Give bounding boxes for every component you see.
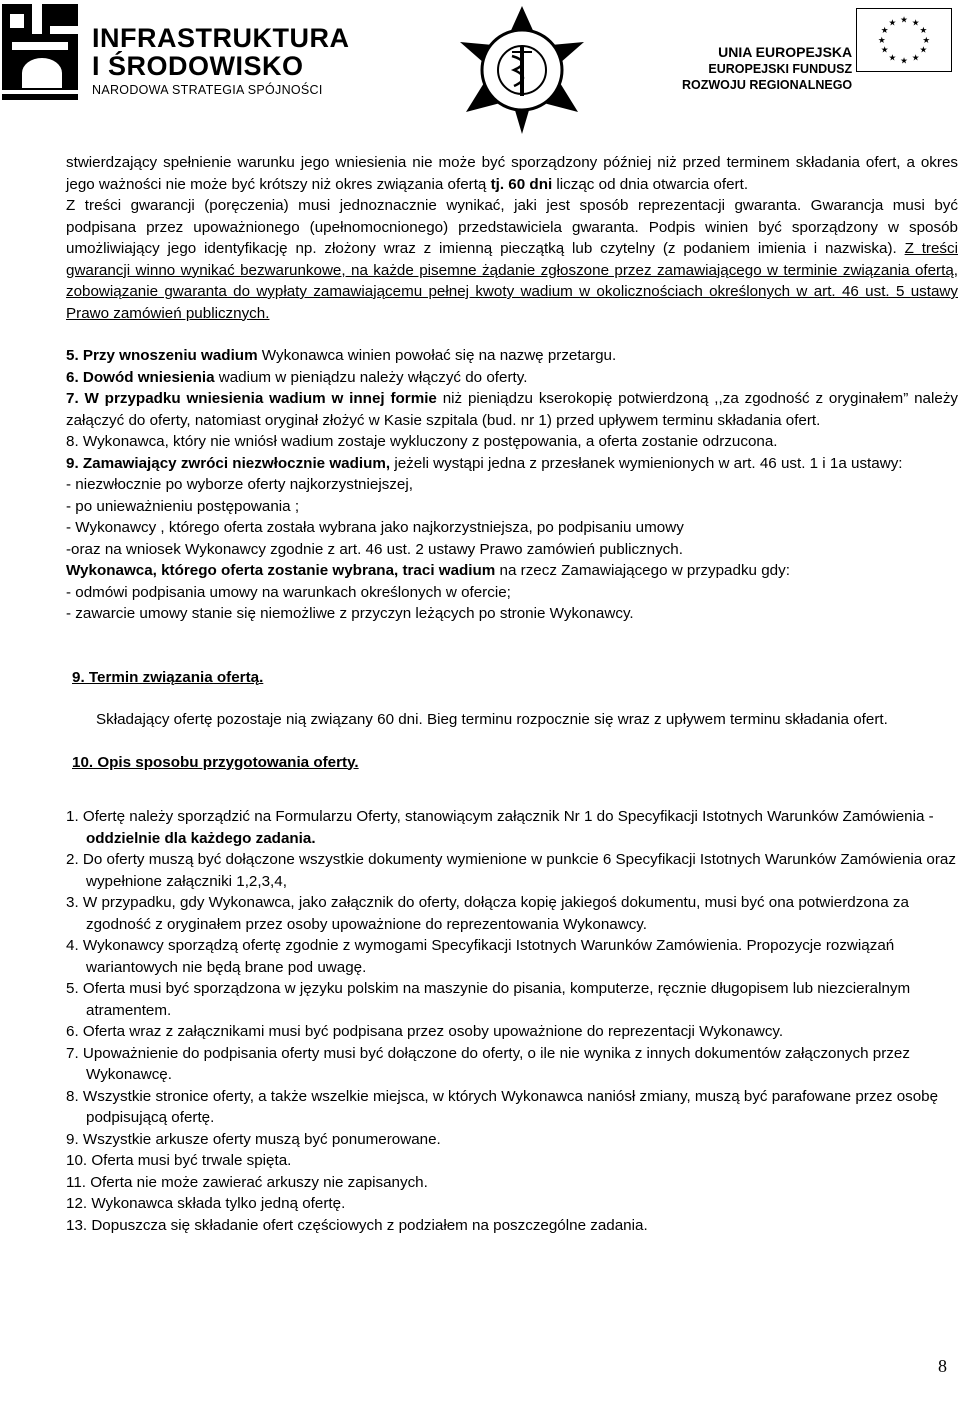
list-item: 4. Wykonawcy sporządzą ofertę zgodnie z wymogami Specyfikacji Istotnych Warunków Zamówienia. Propozycje rozwiązań wariantowych nie będą brane pod uwagę. (66, 937, 895, 976)
svg-text:★: ★ (911, 53, 920, 64)
item-9: 9. Zamawiający zwróci niezwłocznie wadium, jeżeli wystąpi jedna z przesłanek wymienionych w art. 46 ust. 1 i 1a ustawy: (66, 454, 903, 472)
dash-item-2: - po unieważnieniu postępowania ; (66, 497, 300, 515)
dash-item-1: - niezwłocznie po wyborze oferty najkorzystniejszej, (66, 476, 413, 493)
forfeit-case-2: - zawarcie umowy stanie się niemożliwe z przyczyn leżących po stronie Wykonawcy. (66, 605, 634, 622)
list-item: 3. W przypadku, gdy Wykonawca, jako załącznik do oferty, dołącza kopię jakiegoś dokumentu, musi być ona potwierdzona za zgodność z oryginałem przez osoby upoważnione do reprezentowania Wykonawcy. (66, 894, 909, 933)
svg-text:★: ★ (877, 35, 886, 46)
svg-text:★: ★ (911, 18, 920, 29)
logo-line1: INFRASTRUKTURA (92, 23, 350, 53)
paragraph-guarantee: Z treści gwarancji (poręczenia) musi jednoznacznie wynikać, jaki jest sposób reprezentacji gwaranta. Gwarancja musi być podpisana przez upoważnionego (upełnomocnionego) przedstawiciela gwaranta. Podpis winien być sporządzony w sposób umożliwiający jego identyfikację np. złożony wraz z imienną pieczątką lub czytelny (z podaniem imienia i nazwiska). Z treści gwarancji winno wynikać bezwarunkowe, na każde pisemne żądanie zgłoszone przez zamawiającego w terminie związania ofertą, zobowiązanie gwaranta do wypłaty zamawiającemu pełnej kwoty wadium w okolicznościach określonych w art. 46 ust. 5 ustawy Prawo zamówień publicznych. (66, 197, 958, 322)
svg-text:★: ★ (919, 26, 928, 37)
item-8: 8. Wykonawca, który nie wniósł wadium zostaje wykluczony z postępowania, a oferta zostanie odrzucona. (66, 433, 778, 450)
eu-line2: EUROPEJSKI FUNDUSZ (708, 62, 853, 76)
paragraph-wadium-validity: stwierdzający spełnienie warunku jego wniesienia nie może być sporządzony później niż przed terminem składania ofert, a okres jego ważności nie może być krótszy niż okres związania ofertą tj. 60 dni licząc od dnia otwarcia ofert. (66, 154, 958, 193)
list-item: 5. Oferta musi być sporządzona w języku polskim na maszynie do pisania, komputerze, ręcznie długopisem lub niezcieralnym atramentem. (66, 980, 911, 1019)
svg-text:★: ★ (900, 56, 908, 67)
list-item: 6. Oferta wraz z załącznikami musi być podpisana przez osoby upoważnione do reprezentacji Wykonawcy. (66, 1023, 784, 1040)
forfeit-case-1: - odmówi podpisania umowy na warunkach określonych w ofercie; (66, 583, 511, 601)
eu-flag-icon (856, 8, 952, 72)
svg-text:★: ★ (919, 45, 928, 56)
list-item: 8. Wszystkie stronice oferty, a także wszelkie miejsca, w których Wykonawca naniósł zmiany, muszą być parafowane przez osobę podpisującą ofertę. (66, 1087, 939, 1126)
svg-text:★: ★ (880, 26, 889, 37)
list-item: 13. Dopuszcza się składanie ofert częściowych z podziałem na poszczególne zadania. (66, 1216, 648, 1234)
document-body (66, 152, 958, 1236)
list-item: 7. Upoważnienie do podpisania oferty musi być dołączone do oferty, o ile nie wynika z innych dokumentów załączonych przez Wykonawcę. (66, 1044, 910, 1083)
item-7: 7. W przypadku wniesienia wadium w innej formie niż pieniądzu kserokopię potwierdzoną ,,za zgodność z oryginałem” należy załączyć do oferty, natomiast oryginał złożyć w Kasie szpitala (bud. nr 1) przed upływem terminu składania ofert. (66, 390, 959, 429)
dash-item-3: - Wykonawcy , którego oferta została wybrana jako najkorzystniejsza, po podpisaniu umowy (66, 519, 684, 536)
list-item: 10. Oferta musi być trwale spięta. (66, 1152, 292, 1169)
list-item: 11. Oferta nie może zawierać arkuszy nie zapisanych. (66, 1173, 428, 1191)
wadium-forfeit: Wykonawca, którego oferta zostanie wybrana, traci wadium na rzecz Zamawiającego w przypadku gdy: (66, 562, 790, 579)
item-6: 6. Dowód wniesienia wadium w pieniądzu należy włączyć do oferty. (66, 368, 528, 386)
list-item: 9. Wszystkie arkusze oferty muszą być ponumerowane. (66, 1130, 441, 1148)
eu-text-block (682, 44, 852, 93)
list-item: 12. Wykonawca składa tylko jedną ofertę. (66, 1195, 346, 1212)
item-5: 5. Przy wnoszeniu wadium Wykonawca winien powołać się na nazwę przetargu. (66, 347, 617, 364)
hospital-seal-icon (452, 2, 592, 136)
eu-line1: UNIA EUROPEJSKA (718, 44, 853, 60)
page-header (0, 0, 960, 135)
section-9-title: 9. Termin związania ofertą. (72, 668, 264, 686)
section-10-title: 10. Opis sposobu przygotowania oferty. (72, 753, 359, 771)
logo-mark-icon (2, 4, 78, 100)
dash-item-4: -oraz na wniosek Wykonawcy zgodnie z art. 46 ust. 2 ustawy Prawo zamówień publicznych. (66, 540, 683, 558)
eu-line3: ROZWOJU REGIONALNEGO (682, 78, 853, 92)
logo-line3: NARODOWA STRATEGIA SPÓJNOŚCI (92, 83, 323, 97)
svg-text:★: ★ (880, 45, 889, 56)
svg-text:★: ★ (922, 35, 931, 46)
list-item: 2. Do oferty muszą być dołączone wszystkie dokumenty wymienione w punkcie 6 Specyfikacji Istotnych Warunków Zamówienia oraz wypełnione załączniki 1,2,3,4, (66, 851, 956, 890)
svg-text:★: ★ (888, 18, 897, 29)
logo-line2: I ŚRODOWISKO (92, 51, 304, 81)
preparation-list (66, 806, 958, 1236)
list-item: 1. Ofertę należy sporządzić na Formularzu Oferty, stanowiącym załącznik Nr 1 do Specyfikacji Istotnych Warunków Zamówienia -oddzielnie dla każdego zadania. (66, 808, 934, 847)
infrastruktura-logo (2, 4, 350, 100)
page-number: 8 (938, 1356, 947, 1376)
svg-text:★: ★ (888, 53, 897, 64)
section-9-text: Składający ofertę pozostaje nią związany 60 dni. Bieg terminu rozpocznie się wraz z upływem terminu składania ofert. (96, 711, 888, 728)
svg-text:★: ★ (900, 15, 908, 26)
